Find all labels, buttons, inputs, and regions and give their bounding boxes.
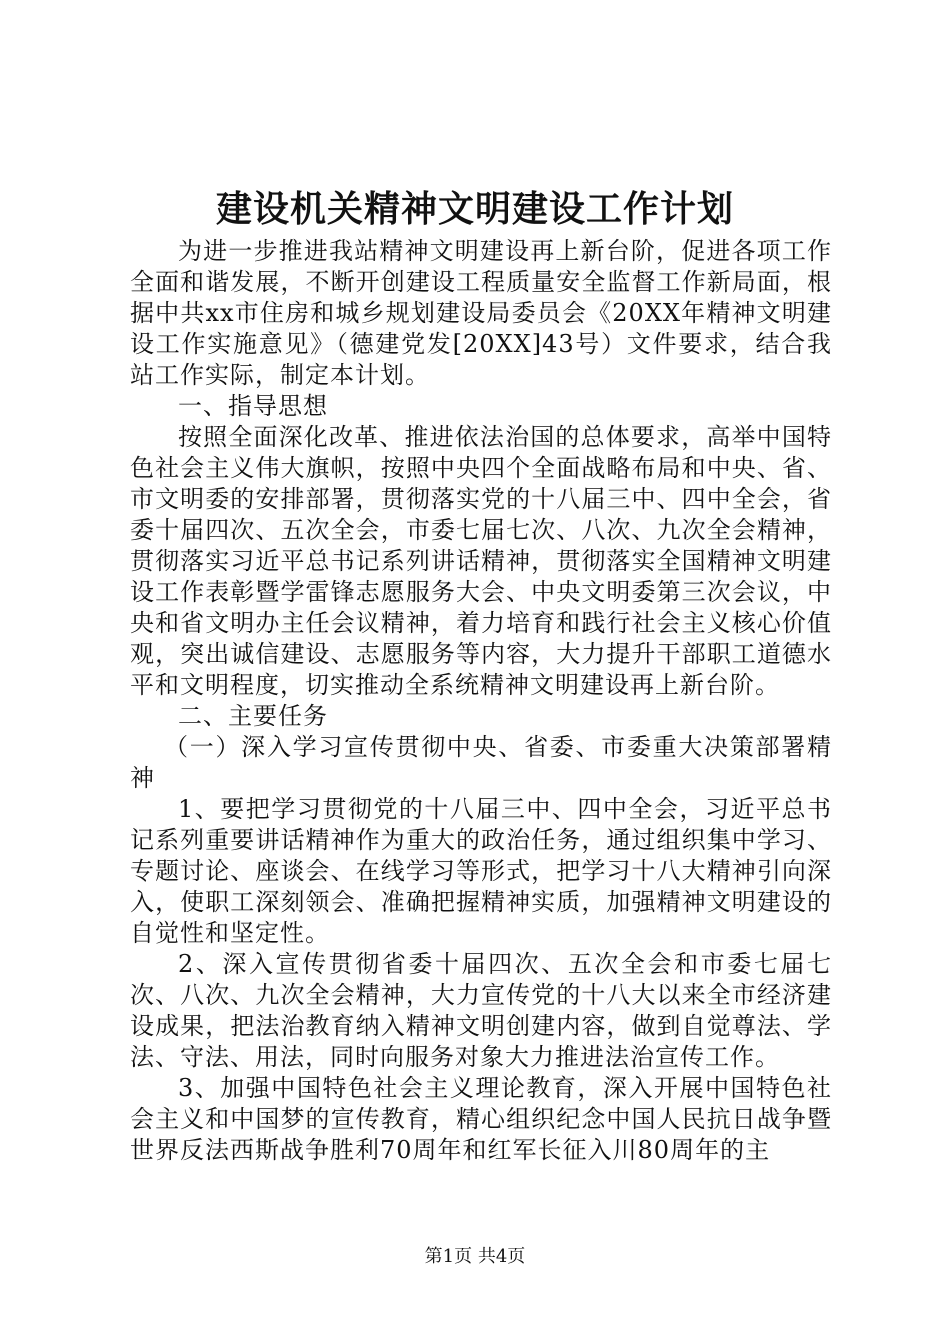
guiding-thought-paragraph: 按照全面深化改革、推进依法治国的总体要求，高举中国特色社会主义伟大旗帜，按照中央四个全面战略布局和中央、省、市文明委的安排部署，贯彻落实党的十八届三中、四中全会，省委十届四次、五次全会，市委七届七次、八次、九次全会精神，贯彻落实习近平总书记系列讲话精神，贯彻落实全国精神文明建设工作表彰暨学雷锋志愿服务大会、中央文明委第三次会议，中央和省文明办主任会议精神，着力培育和践行社会主义核心价值观，突出诚信建设、志愿服务等内容，大力提升干部职工道德水平和文明程度，切实推动全系统精神文明建设再上新台阶。 [130,423,832,699]
task-paragraph-2: 2、深入宣传贯彻省委十届四次、五次全会和市委七届七次、八次、九次全会精神，大力宣传党的十八大以来全市经济建设成果，把法治教育纳入精神文明创建内容，做到自觉尊法、学法、守法、用法，同时向服务对象大力推进法治宣传工作。 [130,950,832,1071]
intro-paragraph: 为进一步推进我站精神文明建设再上新台阶，促进各项工作全面和谐发展，不断开创建设工程质量安全监督工作新局面，根据中共xx市住房和城乡规划建设局委员会《20XX年精神文明建设工作实施意见》（德建党发[20XX]43号）文件要求，结合我站工作实际，制定本计划。 [130,237,832,389]
page-footer: 第1页 共4页 [424,1246,526,1267]
section-heading-main-tasks: 二、主要任务 [178,702,328,730]
subsection-heading-1: （一）深入学习宣传贯彻中央、省委、市委重大决策部署精神 [130,733,832,792]
task-paragraph-1: 1、要把学习贯彻党的十八届三中、四中全会，习近平总书记系列重要讲话精神作为重大的政治任务，通过组织集中学习、专题讨论、座谈会、在线学习等形式，把学习十八大精神引向深入，使职工深刻领会、准确把握精神实质，加强精神文明建设的自觉性和坚定性。 [130,795,832,947]
document-body [130,236,832,1166]
section-heading-guiding-thought: 一、指导思想 [178,392,328,420]
task-paragraph-3: 3、加强中国特色社会主义理论教育，深入开展中国特色社会主义和中国梦的宣传教育，精心组织纪念中国人民抗日战争暨世界反法西斯战争胜利70周年和红军长征入川80周年的主 [130,1074,832,1164]
document-title: 建设机关精神文明建设工作计划 [215,188,734,230]
